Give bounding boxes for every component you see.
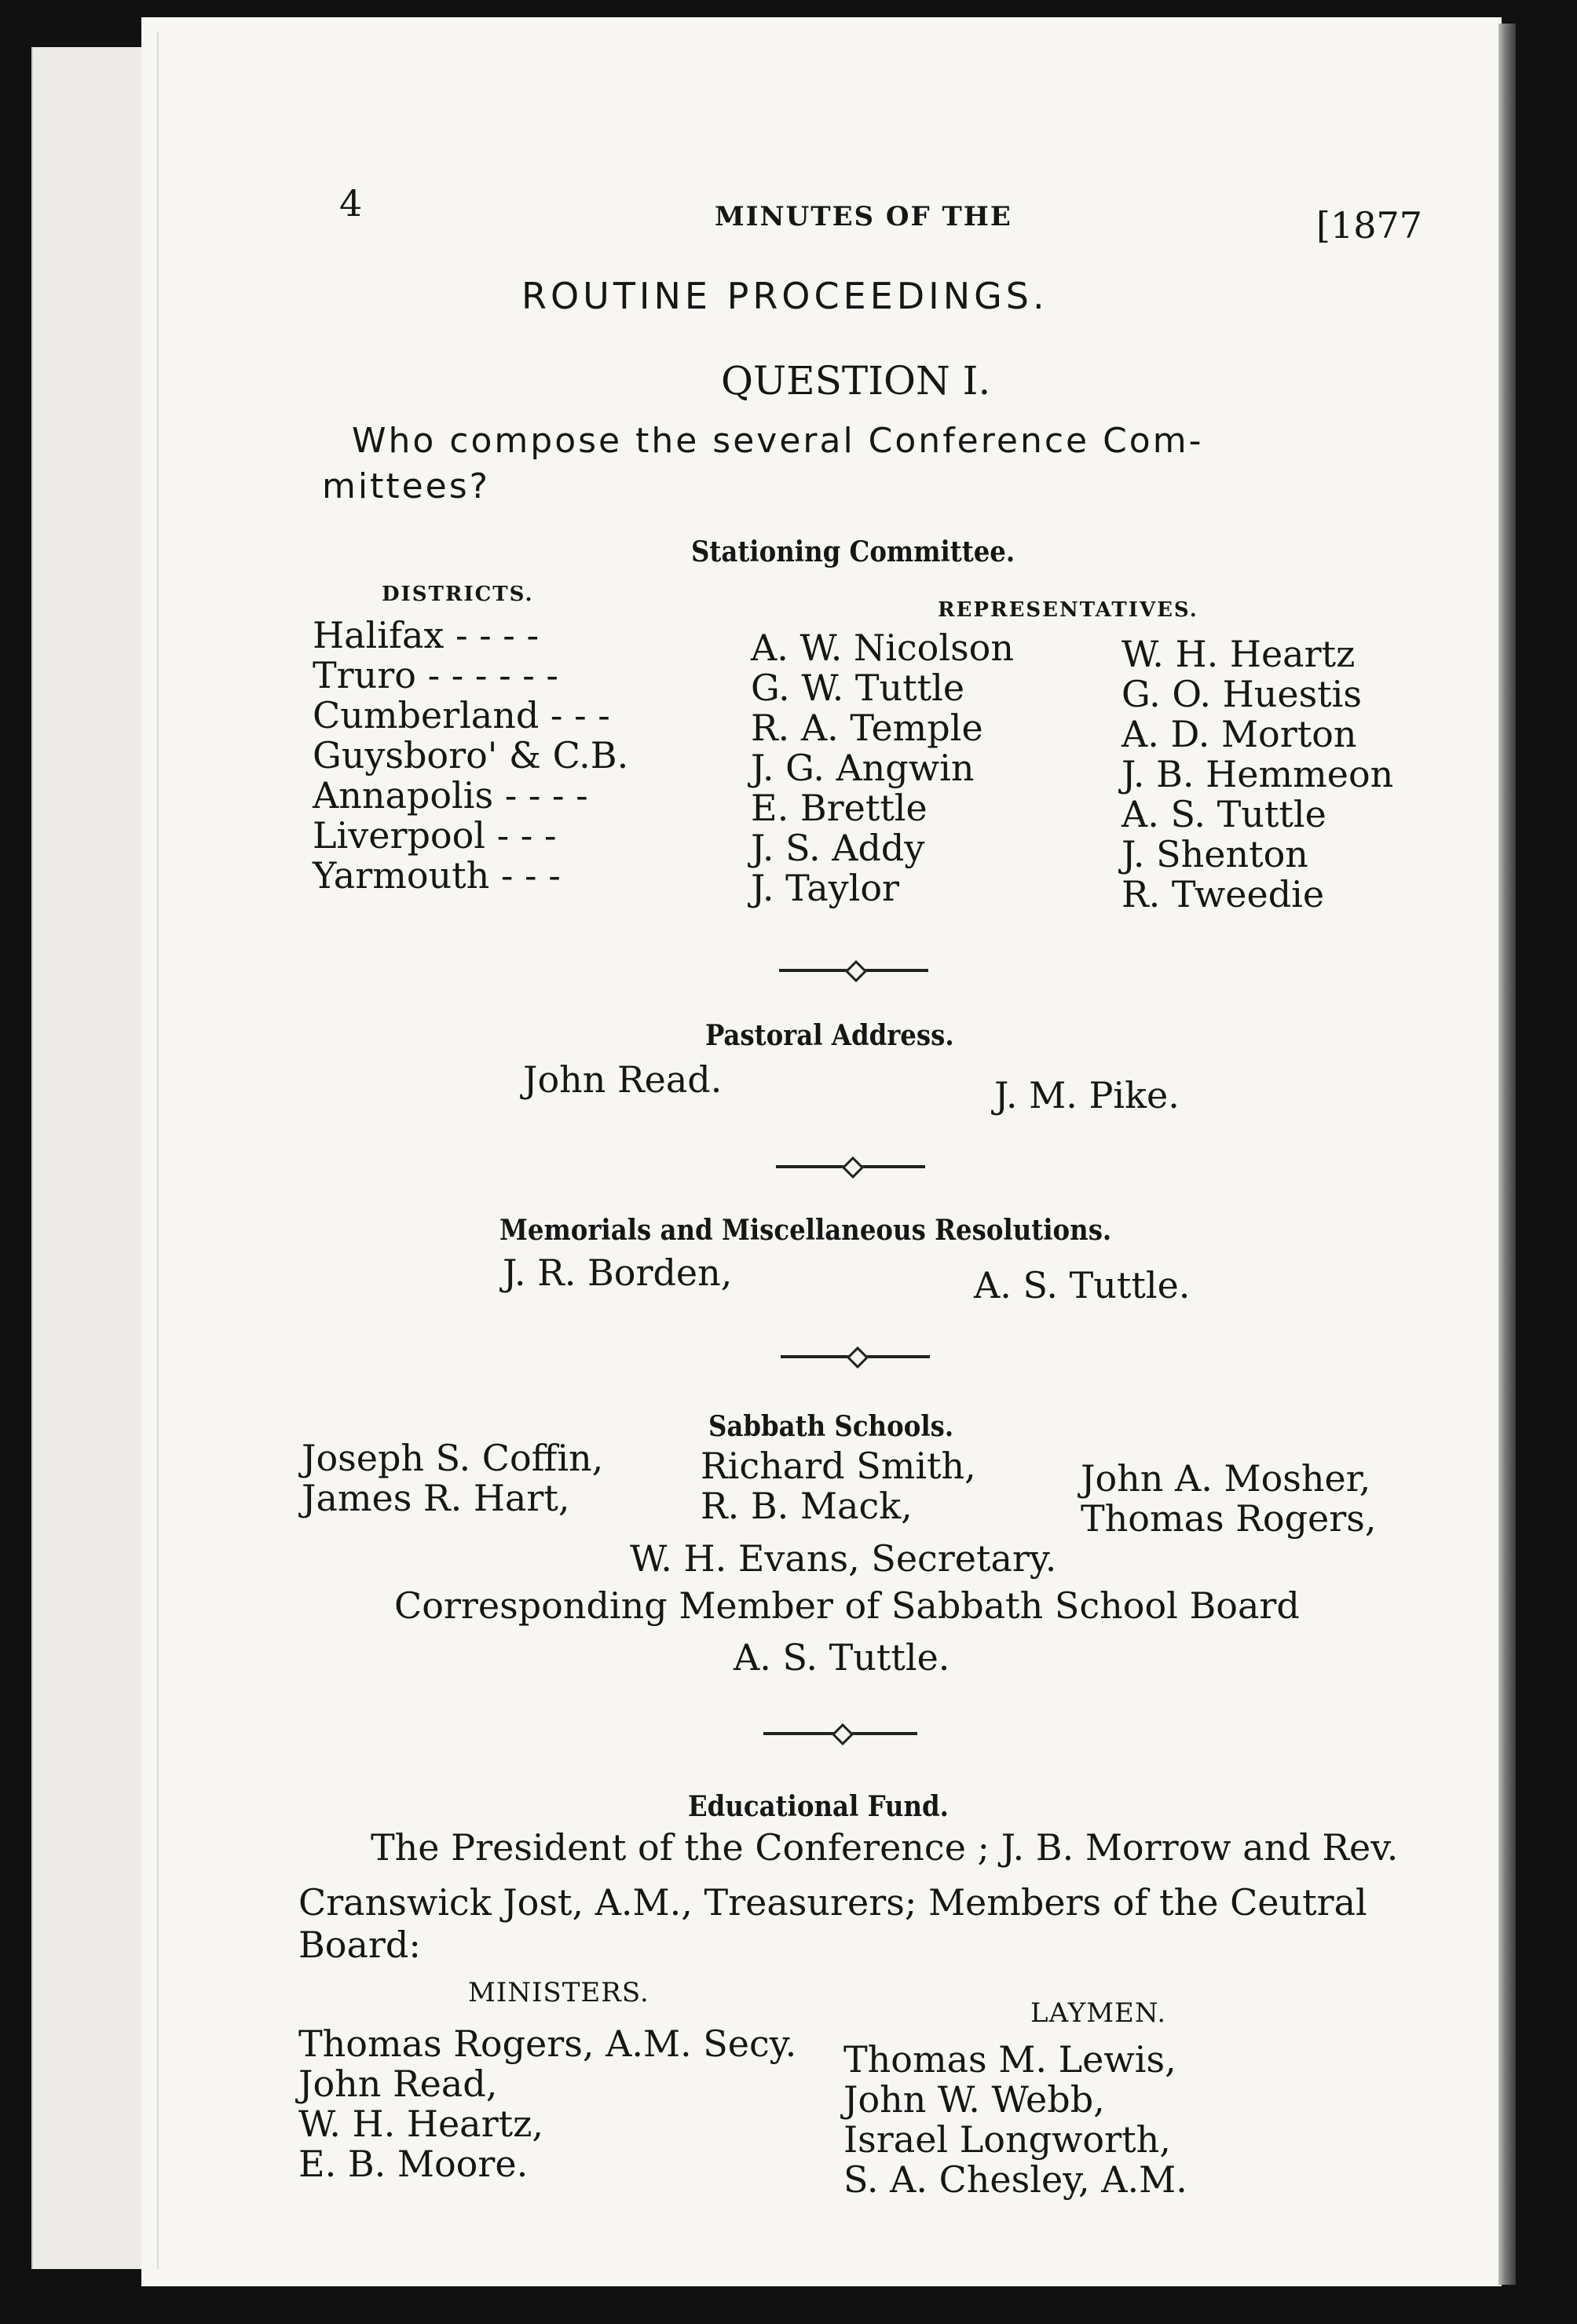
memorials-name: J. R. Borden, (503, 1252, 733, 1294)
list-item: John A. Mosher, (1081, 1457, 1371, 1500)
list-item: G. W. Tuttle (751, 667, 965, 709)
sabbath-corresponding-label: Corresponding Member of Sabbath School Board (394, 1584, 1300, 1627)
sabbath-col1 (302, 1438, 603, 1518)
ministers-list (298, 2024, 796, 2184)
list-item: A. S. Tuttle (1121, 793, 1326, 835)
list-item: Guysboro' & C.B. (313, 734, 629, 776)
list-item: Joseph S. Coffin, (302, 1437, 604, 1479)
section-divider-ornament (763, 1732, 917, 1735)
list-item: W. H. Heartz, (298, 2103, 543, 2145)
laymen-list (843, 2040, 1187, 2200)
list-item: S. A. Chesley, A.M. (843, 2158, 1187, 2201)
educational-para-line1: The President of the Conference ; J. B. Morrow and Rev. (371, 1826, 1399, 1869)
section-divider-ornament (776, 1165, 925, 1168)
sabbath-title: Sabbath Schools. (708, 1410, 954, 1443)
representatives-header: REPRESENTATIVES. (938, 598, 1198, 622)
question-text-line2: mittees? (322, 466, 491, 506)
list-item: John W. Webb, (843, 2078, 1105, 2121)
list-item: Thomas Rogers, A.M. Secy. (298, 2023, 797, 2065)
districts-header: DISTRICTS. (382, 583, 534, 606)
list-item: Cumberland - - - (313, 694, 610, 736)
book-spine (1498, 24, 1516, 2285)
list-item: R. Tweedie (1121, 873, 1325, 915)
pastoral-title: Pastoral Address. (705, 1019, 954, 1052)
memorials-name: A. S. Tuttle. (974, 1264, 1191, 1306)
list-item: J. Shenton (1121, 833, 1308, 875)
sabbath-secretary: W. H. Evans, Secretary. (630, 1537, 1057, 1580)
list-item: Annapolis - - - - (313, 774, 588, 817)
list-item: Richard Smith, (701, 1445, 976, 1487)
sabbath-col3 (1081, 1459, 1377, 1539)
question-label: QUESTION I. (721, 358, 991, 404)
list-item: J. Taylor (751, 867, 900, 909)
list-item: Truro - - - - - - (313, 654, 558, 696)
list-item: R. A. Temple (751, 707, 983, 749)
list-item: W. H. Heartz (1121, 633, 1356, 675)
educational-para-line2: Cranswick Jost, A.M., Treasurers; Members of the Ceutral (298, 1881, 1367, 1924)
year-marker: [1877 (1316, 204, 1423, 247)
list-item: Thomas M. Lewis, (843, 2038, 1176, 2081)
page-edge-inner (157, 31, 190, 2269)
list-item: Thomas Rogers, (1081, 1497, 1377, 1540)
list-item: J. G. Angwin (751, 747, 975, 789)
laymen-header: LAYMEN. (1030, 1997, 1167, 2029)
running-title: MINUTES OF THE (715, 201, 1012, 232)
districts-list (313, 616, 628, 896)
question-text-line1: Who compose the several Conference Com- (352, 421, 1204, 461)
list-item: E. B. Moore. (298, 2143, 529, 2185)
ministers-header: MINISTERS. (468, 1977, 649, 2008)
list-item: R. B. Mack, (701, 1485, 913, 1527)
sabbath-col2 (701, 1446, 976, 1526)
educational-title: Educational Fund. (688, 1790, 949, 1823)
sabbath-corresponding-name: A. S. Tuttle. (734, 1636, 950, 1679)
section-divider-ornament (779, 969, 928, 972)
representatives-col1 (751, 628, 1014, 908)
list-item: A. D. Morton (1121, 713, 1357, 755)
list-item: G. O. Huestis (1121, 673, 1362, 715)
page-number: 4 (339, 182, 363, 225)
list-item: Israel Longworth, (843, 2118, 1171, 2161)
list-item: Halifax - - - - (313, 614, 540, 656)
page-edge-left (31, 47, 148, 2269)
memorials-title: Memorials and Miscellaneous Resolutions. (499, 1214, 1112, 1247)
list-item: A. W. Nicolson (751, 627, 1015, 669)
list-item: Liverpool - - - (313, 814, 557, 857)
list-item: Yarmouth - - - (313, 854, 561, 897)
list-item: J. S. Addy (751, 827, 925, 869)
section-divider-ornament (781, 1355, 930, 1358)
list-item: E. Brettle (751, 787, 928, 829)
pastoral-name: J. M. Pike. (994, 1074, 1180, 1116)
section-title: ROUTINE PROCEEDINGS. (521, 275, 1048, 317)
representatives-col2 (1121, 634, 1393, 915)
list-item: James R. Hart, (302, 1477, 570, 1519)
list-item: J. B. Hemmeon (1121, 753, 1394, 795)
pastoral-name: John Read. (523, 1058, 723, 1101)
stationing-title: Stationing Committee. (691, 535, 1015, 568)
list-item: John Read, (298, 2063, 498, 2105)
educational-para-line3: Board: (298, 1924, 421, 1966)
